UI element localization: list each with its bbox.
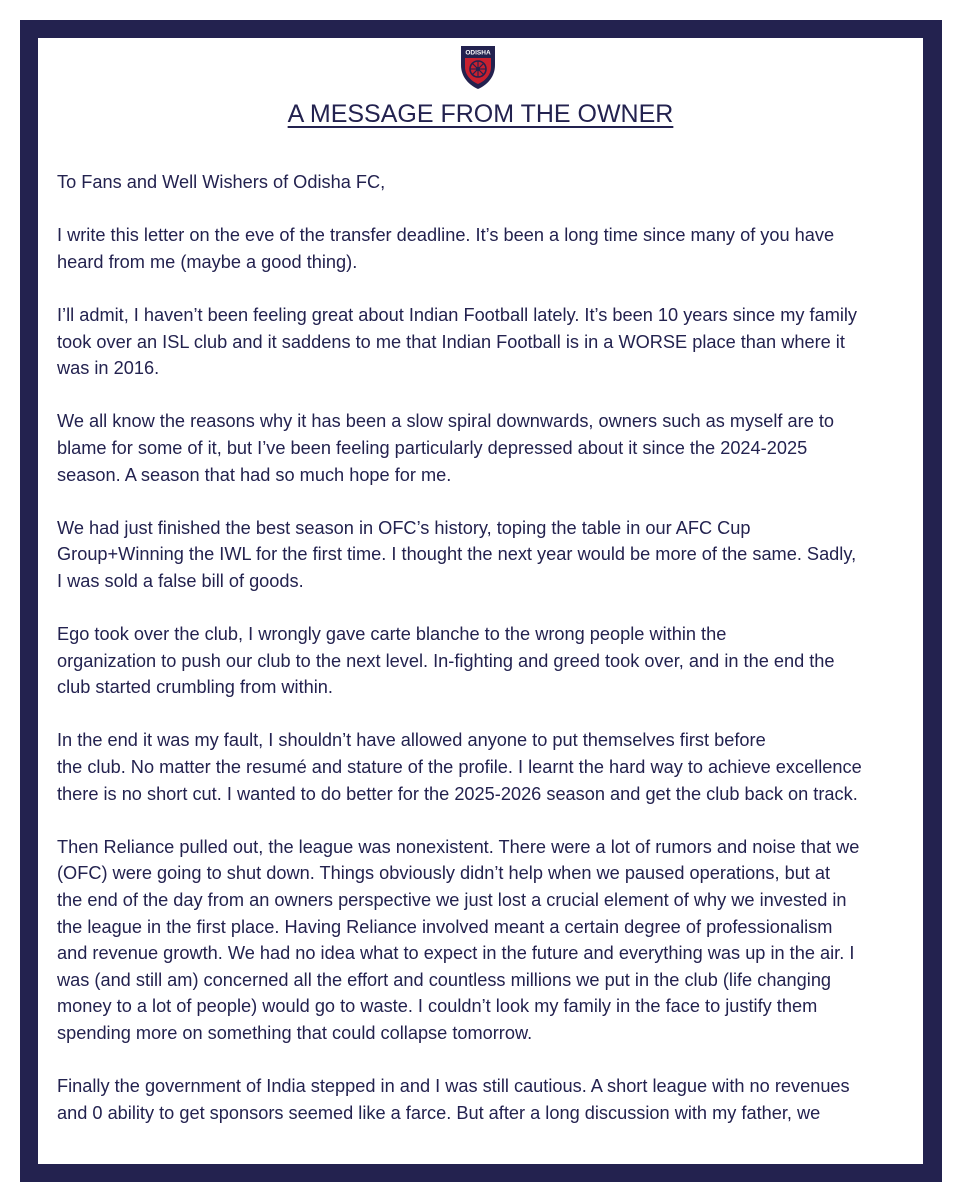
- paragraph-line: the club. No matter the resumé and stature of the profile. I learnt the hard way to achieve excellence: [57, 757, 862, 778]
- paragraph-line: Ego took over the club, I wrongly gave carte blanche to the wrong people within the: [57, 624, 727, 645]
- paragraph-line: We had just finished the best season in OFC’s history, toping the table in our AFC Cup: [57, 517, 751, 538]
- paragraph-line: the league in the first place. Having Reliance involved meant a certain degree of professionalism: [57, 916, 833, 937]
- letter-paragraph: [57, 1073, 917, 1126]
- paragraph-line: I write this letter on the eve of the transfer deadline. It’s been a long time since many of you have: [57, 225, 835, 246]
- paragraph-line: money to a lot of people) would go to waste. I couldn’t look my family in the face to justify them: [57, 996, 818, 1017]
- letter-page: [38, 38, 923, 1164]
- paragraph-line: (OFC) were going to shut down. Things obviously didn’t help when we paused operations, but at: [57, 863, 831, 884]
- paragraph-line: We all know the reasons why it has been a slow spiral downwards, owners such as myself are to: [57, 411, 835, 432]
- paragraph-line: In the end it was my fault, I shouldn’t have allowed anyone to put themselves first before: [57, 730, 766, 751]
- letter-paragraph: [57, 834, 917, 1047]
- salutation: To Fans and Well Wishers of Odisha FC,: [57, 172, 386, 192]
- paragraph-line: season. A season that had so much hope for me.: [57, 464, 452, 485]
- svg-text:ODISHA: ODISHA: [465, 49, 491, 57]
- paragraph-line: Then Reliance pulled out, the league was nonexistent. There were a lot of rumors and noise that we: [57, 836, 860, 857]
- paragraph-line: I was sold a false bill of goods.: [57, 570, 304, 591]
- paragraph-line: and 0 ability to get sponsors seemed like a farce. But after a long discussion with my father, we: [57, 1102, 821, 1123]
- letter-paragraph: [57, 515, 917, 595]
- paragraph-line: there is no short cut. I wanted to do better for the 2025-2026 season and get the club back on track.: [57, 783, 858, 804]
- paragraph-line: Group+Winning the IWL for the first time. I thought the next year would be more of the same. Sadly,: [57, 544, 857, 565]
- letter-paragraph: [57, 621, 917, 701]
- paragraph-line: blame for some of it, but I’ve been feeling particularly depressed about it since the 2024-2025: [57, 437, 808, 458]
- letter-body: [57, 169, 917, 1153]
- letter-paragraph: [57, 222, 917, 275]
- letter-paragraph: [57, 408, 917, 488]
- paragraph-line: organization to push our club to the next level. In-fighting and greed took over, and in the end the: [57, 650, 835, 671]
- letter-paragraph: [57, 302, 917, 382]
- paragraph-line: heard from me (maybe a good thing).: [57, 251, 358, 272]
- paragraph-line: and revenue growth. We had no idea what to expect in the future and everything was up in the air. I: [57, 943, 855, 964]
- letter-paragraph: [57, 727, 917, 807]
- paragraph-line: Finally the government of India stepped in and I was still cautious. A short league with no revenues: [57, 1076, 850, 1097]
- paragraph-line: took over an ISL club and it saddens to me that Indian Football is in a WORSE place than where it: [57, 331, 845, 352]
- paragraph-line: spending more on something that could collapse tomorrow.: [57, 1023, 533, 1043]
- paragraph-line: club started crumbling from within.: [57, 677, 333, 698]
- odisha-fc-crest-icon: [454, 43, 502, 91]
- paragraph-line: the end of the day from an owners perspective we just lost a crucial element of why we invested in: [57, 890, 847, 911]
- paragraph-line: was (and still am) concerned all the effort and countless millions we put in the club (life changing: [57, 969, 832, 990]
- letter-title: A MESSAGE FROM THE OWNER: [287, 100, 674, 128]
- letter-paragraphs: [57, 222, 917, 1126]
- paragraph-line: was in 2016.: [57, 358, 160, 379]
- paragraph-line: I’ll admit, I haven’t been feeling great about Indian Football lately. It’s been 10 years since my family: [57, 304, 858, 325]
